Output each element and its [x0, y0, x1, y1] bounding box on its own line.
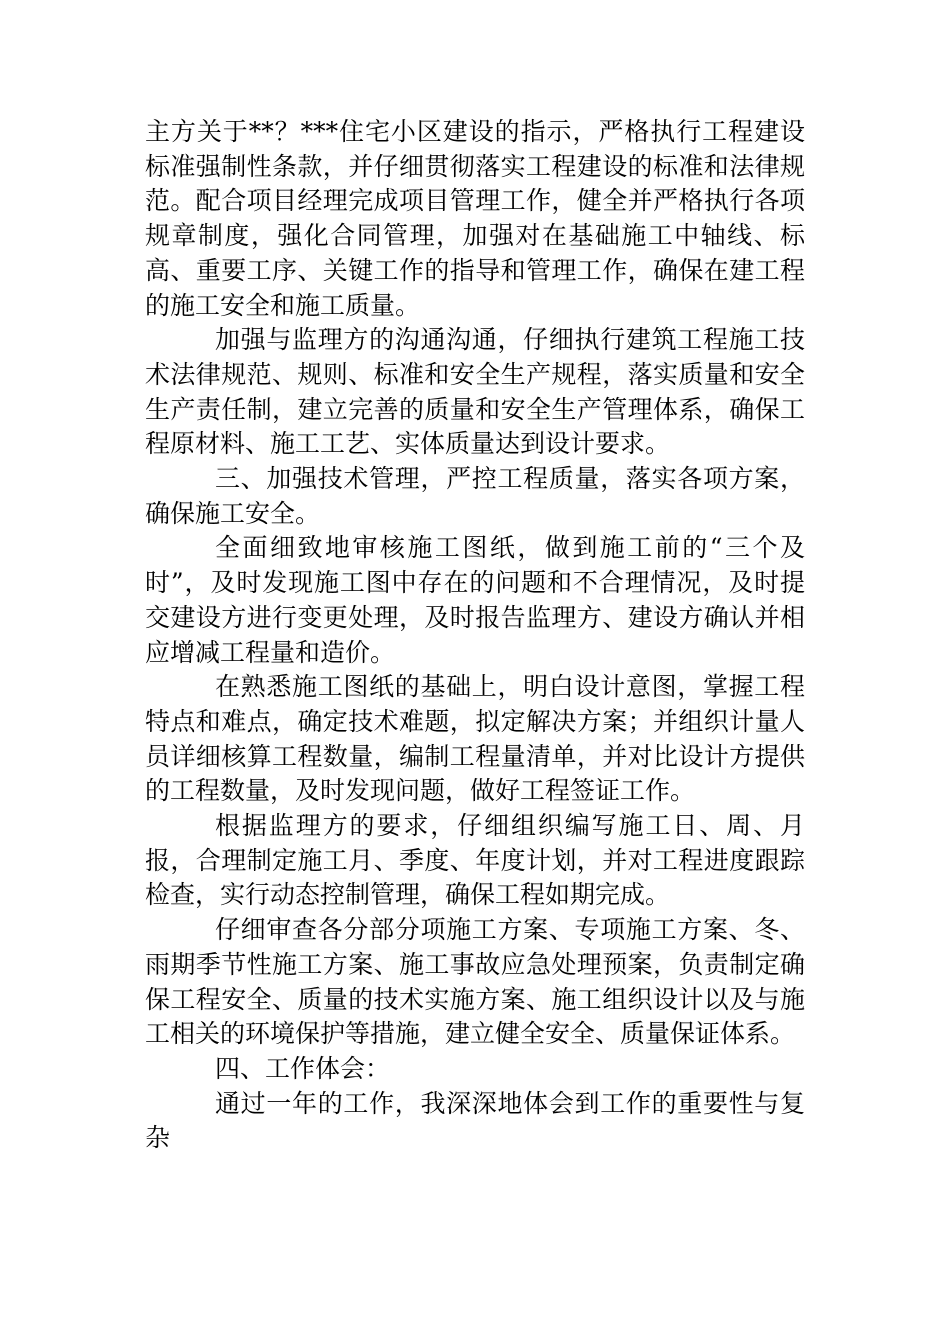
paragraph-9: 通过一年的工作，我深深地体会到工作的重要性与复杂: [145, 1088, 805, 1153]
document-body: [145, 115, 805, 1156]
paragraph-4: 全面细致地审核施工图纸，做到施工前的“三个及时”，及时发现施工图中存在的问题和不合理情况，及时提交建设方进行变更处理，及时报告监理方、建设方确认并相应增减工程量和造价。: [145, 533, 805, 667]
paragraph-5: 在熟悉施工图纸的基础上，明白设计意图，掌握工程特点和难点，确定技术难题，拟定解决方案；并组织计量人员详细核算工程数量，编制工程量清单，并对比设计方提供的工程数量，及时发现问题，做好工程签证工作。: [145, 672, 805, 806]
paragraph-1: 主方关于**？***住宅小区建设的指示，严格执行工程建设标准强制性条款，并仔细贯彻落实工程建设的标准和法律规范。配合项目经理完成项目管理工作，健全并严格执行各项规章制度，强化合同管理，加强对在基础施工中轴线、标高、重要工序、关键工作的指导和管理工作，确保在建工程的施工安全和施工质量。: [145, 117, 805, 320]
section-heading-4: 四、工作体会：: [215, 1053, 391, 1083]
paragraph-6: 根据监理方的要求，仔细组织编写施工日、周、月报，合理制定施工月、季度、年度计划，并对工程进度跟踪检查，实行动态控制管理，确保工程如期完成。: [145, 811, 805, 910]
section-heading-3: 三、加强技术管理，严控工程质量，落实各项方案，确保施工安全。: [145, 464, 805, 528]
paragraph-7: 仔细审查各分部分项施工方案、专项施工方案、冬、雨期季节性施工方案、施工事故应急处理预案，负责制定确保工程安全、质量的技术实施方案、施工组织设计以及与施工相关的环境保护等措施，建立健全安全、质量保证体系。: [145, 915, 805, 1049]
paragraph-2: 加强与监理方的沟通沟通，仔细执行建筑工程施工技术法律规范、规则、标准和安全生产规程，落实质量和安全生产责任制，建立完善的质量和安全生产管理体系，确保工程原材料、施工工艺、实体质量达到设计要求。: [145, 325, 805, 459]
